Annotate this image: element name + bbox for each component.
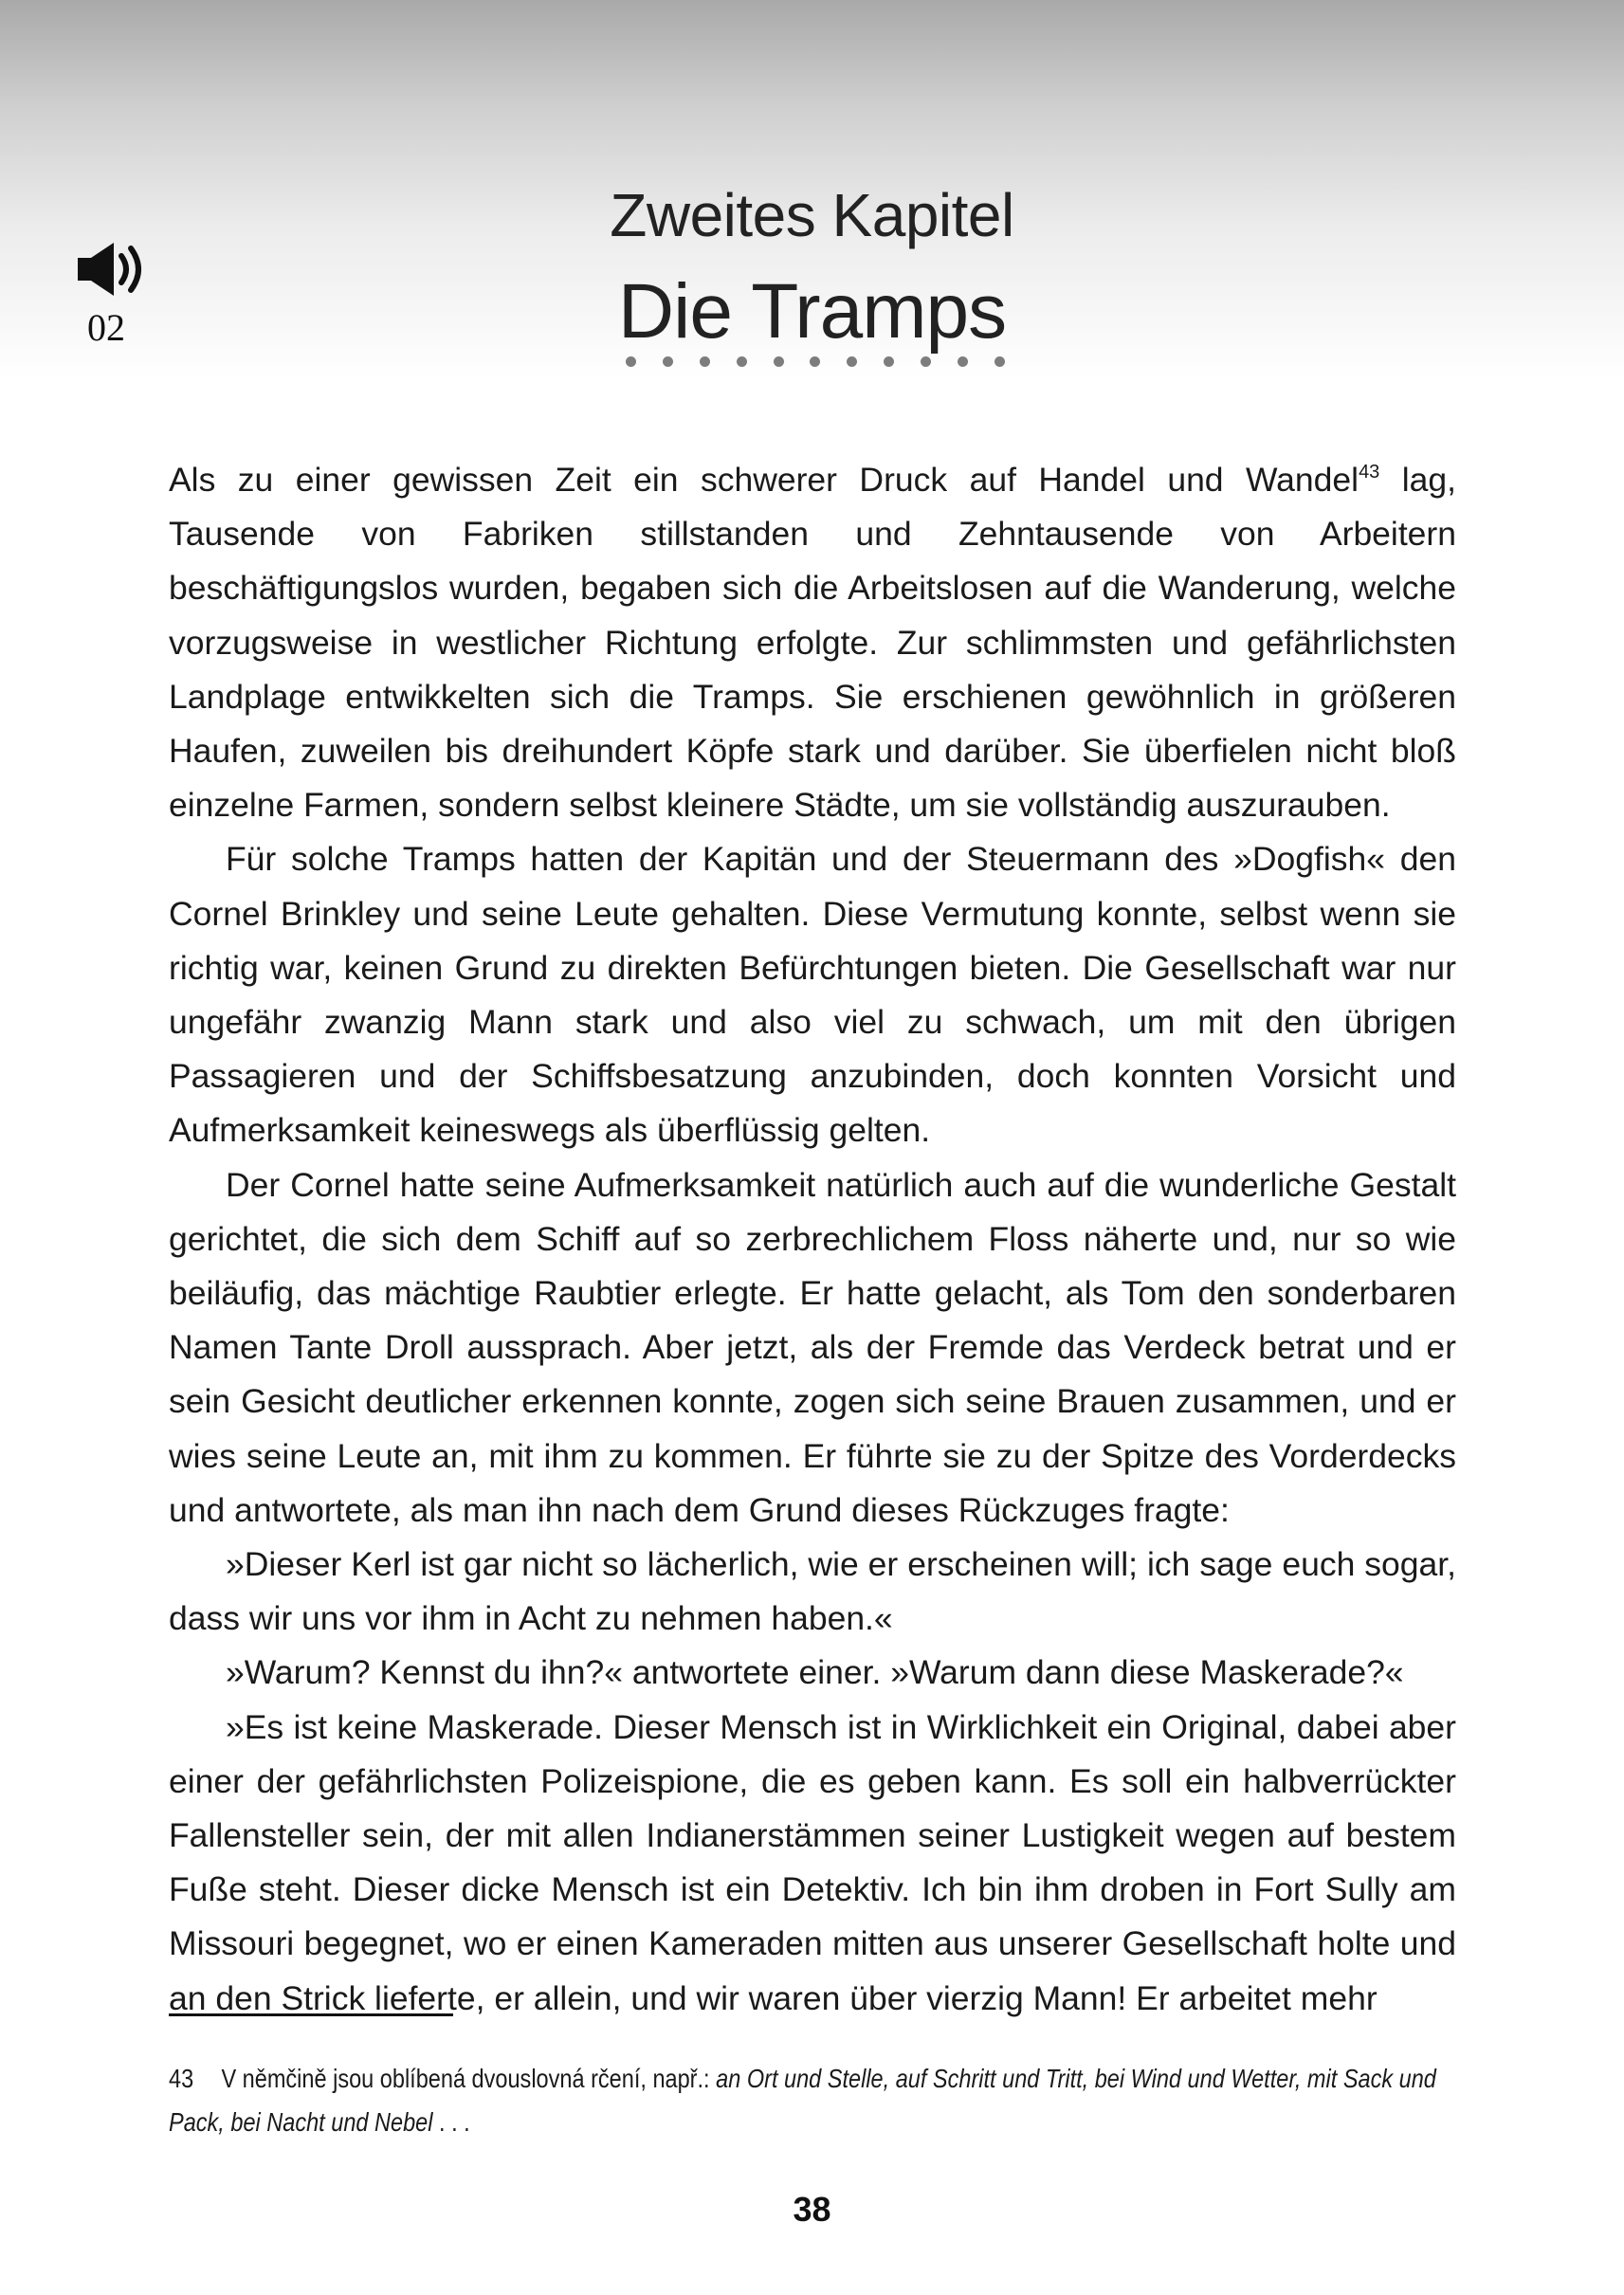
footnote-number: 43 bbox=[169, 2064, 194, 2093]
footnote-examples: an Ort und Stelle, auf Schritt und Tritt, bei Wind und Wetter, mit Sack und Pack, bei Nacht und Nebel bbox=[169, 2064, 1436, 2137]
chapter-title: Die Tramps bbox=[617, 268, 1007, 355]
paragraph: Für solche Tramps hatten der Kapitän und der Steuermann des »Dogfish« den Cornel Brinkley und seine Leute gehalten. Diese Vermutung konnte, selbst wenn sie richtig war, keinen Grund zu direkten Befürchtungen bieten. Die Gesellschaft war nur ungefähr zwanzig Mann stark und also viel zu schwach, um mit den übrigen Passagieren und der Schiffsbesatzung anzubinden, doch konnten Vorsicht und Aufmerksamkeit keineswegs als überflüssig gelten. bbox=[169, 840, 1456, 1150]
footnote-ellipsis: . . . bbox=[432, 2107, 470, 2137]
audio-track-number: 02 bbox=[87, 306, 125, 349]
footnote-lead: V němčině jsou oblíbená dvouslovná rčení, např.: bbox=[221, 2064, 717, 2093]
paragraph: »Dieser Kerl ist gar nicht so lächerlich, wie er erscheinen will; ich sage euch sogar, dass wir uns vor ihm in Acht zu nehmen haben.« bbox=[169, 1545, 1456, 1638]
footnote bbox=[169, 2057, 1455, 2144]
footnote-ref[interactable]: 43 bbox=[1359, 462, 1380, 483]
page-number: 38 bbox=[793, 2190, 831, 2229]
title-dot-divider bbox=[626, 356, 1005, 367]
chapter-label: Zweites Kapitel bbox=[610, 181, 1014, 249]
chapter-body bbox=[169, 453, 1456, 2026]
paragraph: »Es ist keine Maskerade. Dieser Mensch ist in Wirklichkeit ein Original, dabei aber einer der gefährlichsten Polizeispione, die es geben kann. Es soll ein halbverrückter Fallensteller sein, der mit allen Indianerstämmen seiner Lustigkeit wegen auf bestem Fuße steht. Dieser dicke Mensch ist ein Detektiv. Ich bin ihm droben in Fort Sully am Missouri begegnet, wo er einen Kameraden mitten aus unserer Gesellschaft holte und an den Strick lieferte, er allein, und wir waren über vierzig Mann! Er arbeitet mehr bbox=[169, 1707, 1456, 2017]
paragraph: »Warum? Kennst du ihn?« antwortete einer. »Warum dann diese Maskerade?« bbox=[226, 1653, 1404, 1692]
paragraph: Der Cornel hatte seine Aufmerksamkeit natürlich auch auf die wunderliche Gestalt gerichtet, die sich dem Schiff auf so zerbrechlichem Floss näherte und, nur so wie beiläufig, das mächtige Raubtier erlegte. Er hatte gelacht, als Tom den sonderbaren Namen Tante Droll aussprach. Aber jetzt, als der Fremde das Verdeck betrat und er sein Gesicht deutlicher erkennen konnte, zogen sich seine Brauen zusammen, und er wies seine Leute an, mit ihm zu kommen. Er führte sie zu der Spitze des Vorderdecks und antwortete, als man ihn nach dem Grund dieses Rückzuges fragte: bbox=[169, 1165, 1456, 1529]
paragraph: Als zu einer gewissen Zeit ein schwerer Druck auf Handel und Wandel$^{43}$ lag, Tausende von Fabriken stillstanden und Zehntausende von Arbeitern beschäftigungslos wurden, begaben sich die Arbeitslosen auf die Wanderung, welche vorzugsweise in westlicher Richtung erfolgte. Zur schlimmsten und gefährlichsten Landplage entwikkelten sich die Tramps. Sie erschienen gewöhnlich in größeren Haufen, zuweilen bis dreihundert Köpfe stark und darüber. Sie überfielen nicht bloß einzelne Farmen, sondern selbst kleinere Städte, um sie vollständig auszurauben. bbox=[169, 461, 1456, 825]
footnote-divider bbox=[169, 2013, 453, 2016]
